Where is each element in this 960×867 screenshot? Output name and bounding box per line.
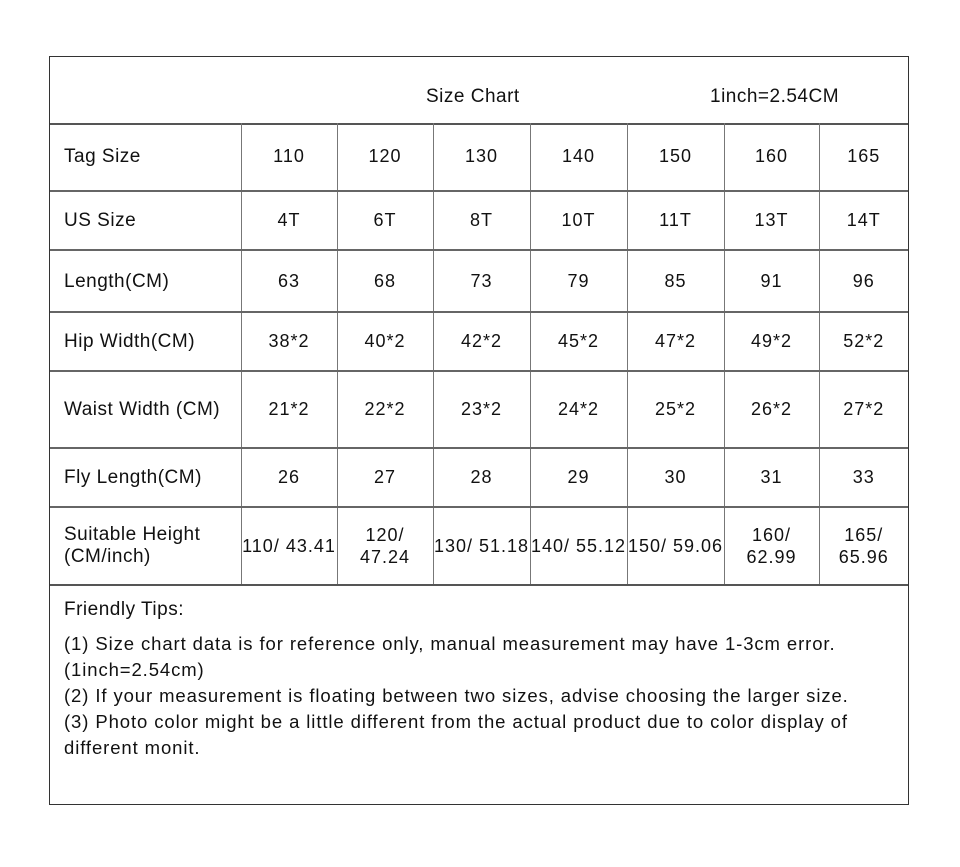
table-cell: 110/ 43.41 bbox=[241, 507, 337, 585]
tip-line: (2) If your measurement is floating between two sizes, advise choosing the larger size. bbox=[64, 685, 849, 706]
table-cell: 63 bbox=[241, 250, 337, 312]
table-cell: 96 bbox=[819, 250, 908, 312]
inch-conversion-note: 1inch=2.54CM bbox=[710, 86, 840, 107]
tips-title: Friendly Tips: bbox=[64, 599, 184, 620]
table-cell: 38*2 bbox=[241, 312, 337, 371]
table-cell: 30 bbox=[627, 448, 724, 507]
table-cell: 24*2 bbox=[530, 371, 627, 448]
table-cell: 27*2 bbox=[819, 371, 908, 448]
table-cell: 150 bbox=[627, 123, 724, 191]
table-cell: 14T bbox=[819, 191, 908, 250]
row-label: Suitable Height (CM/inch) bbox=[50, 507, 241, 585]
table-cell: 40*2 bbox=[337, 312, 433, 371]
table-cell: 130 bbox=[433, 123, 530, 191]
row-label: Length(CM) bbox=[50, 250, 241, 312]
table-cell: 4T bbox=[241, 191, 337, 250]
size-table bbox=[50, 123, 908, 586]
table-cell: 68 bbox=[337, 250, 433, 312]
size-chart-title: Size Chart bbox=[426, 86, 520, 107]
table-cell: 160 bbox=[724, 123, 819, 191]
table-cell: 140 bbox=[530, 123, 627, 191]
table-cell: 29 bbox=[530, 448, 627, 507]
tip-line: (3) Photo color might be a little different from the actual product due to color display of different monit. bbox=[64, 711, 848, 758]
table-cell: 27 bbox=[337, 448, 433, 507]
table-cell: 49*2 bbox=[724, 312, 819, 371]
table-row-tag-size bbox=[50, 123, 908, 191]
table-cell: 13T bbox=[724, 191, 819, 250]
table-cell: 10T bbox=[530, 191, 627, 250]
table-cell: 120 bbox=[337, 123, 433, 191]
table-cell: 130/ 51.18 bbox=[433, 507, 530, 585]
table-cell: 11T bbox=[627, 191, 724, 250]
table-row-fly-length bbox=[50, 448, 908, 507]
table-row-us-size bbox=[50, 191, 908, 250]
table-cell: 110 bbox=[241, 123, 337, 191]
row-label: Hip Width(CM) bbox=[50, 312, 241, 371]
table-cell: 150/ 59.06 bbox=[627, 507, 724, 585]
row-label: Tag Size bbox=[64, 146, 141, 167]
table-row-hip-width bbox=[50, 312, 908, 371]
table-cell: 47*2 bbox=[627, 312, 724, 371]
table-cell: 23*2 bbox=[433, 371, 530, 448]
table-row-waist-width bbox=[50, 371, 908, 448]
table-cell: 79 bbox=[530, 250, 627, 312]
friendly-tips bbox=[64, 599, 900, 761]
table-cell: 8T bbox=[433, 191, 530, 250]
table-row-suitable-height bbox=[50, 507, 908, 585]
table-cell: 26 bbox=[241, 448, 337, 507]
table-cell: 85 bbox=[627, 250, 724, 312]
table-cell: 25*2 bbox=[627, 371, 724, 448]
tip-line: (1) Size chart data is for reference only, manual measurement may have 1-3cm error. (1inch=2.54cm) bbox=[64, 633, 836, 680]
size-chart-header bbox=[50, 57, 908, 125]
table-cell: 160/ 62.99 bbox=[724, 507, 819, 585]
row-label: Fly Length(CM) bbox=[50, 448, 241, 507]
table-cell: 52*2 bbox=[819, 312, 908, 371]
row-label: Waist Width (CM) bbox=[50, 371, 241, 448]
table-cell: 26*2 bbox=[724, 371, 819, 448]
table-cell: 165 bbox=[819, 123, 908, 191]
row-label: US Size bbox=[50, 191, 241, 250]
size-chart-frame bbox=[49, 56, 909, 805]
table-cell: 140/ 55.12 bbox=[530, 507, 627, 585]
table-cell: 42*2 bbox=[433, 312, 530, 371]
table-cell: 45*2 bbox=[530, 312, 627, 371]
table-cell: 73 bbox=[433, 250, 530, 312]
table-row-length bbox=[50, 250, 908, 312]
table-cell: 21*2 bbox=[241, 371, 337, 448]
table-cell: 28 bbox=[433, 448, 530, 507]
table-cell: 31 bbox=[724, 448, 819, 507]
table-cell: 165/ 65.96 bbox=[819, 507, 908, 585]
table-cell: 120/ 47.24 bbox=[337, 507, 433, 585]
table-cell: 22*2 bbox=[337, 371, 433, 448]
table-cell: 33 bbox=[819, 448, 908, 507]
table-cell: 91 bbox=[724, 250, 819, 312]
table-cell: 6T bbox=[337, 191, 433, 250]
